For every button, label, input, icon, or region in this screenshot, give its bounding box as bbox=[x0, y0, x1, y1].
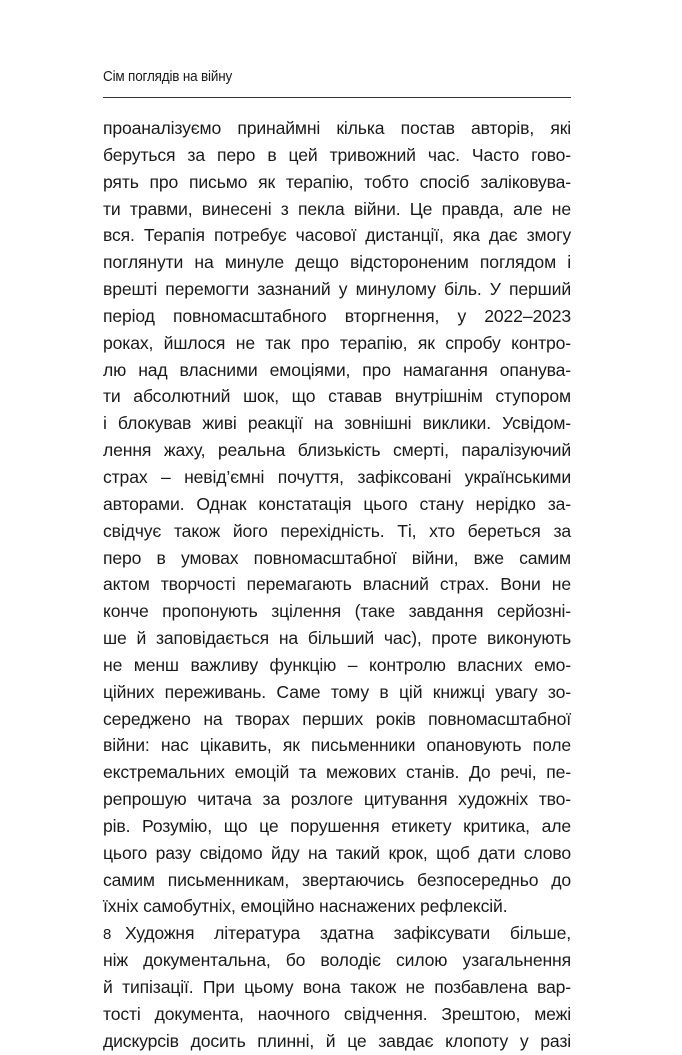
text-line: лення жаху, реальна близькість смерті, паралізуючий bbox=[103, 440, 571, 461]
text-line: ційних переживань. Саме тому в цій книжці увагу зо- bbox=[103, 681, 571, 702]
text-line: роках, йшлося не так про терапію, як спробу контро- bbox=[103, 332, 571, 353]
text-line: екстремальних емоцій та межових станів. До речі, пе- bbox=[103, 762, 571, 783]
text-line: репрошую читача за розлоге цитування художніх тво- bbox=[103, 789, 571, 810]
text-line: середжено на творах перших років повномасштабної bbox=[103, 708, 571, 729]
text-line: ти травми, винесені з пекла війни. Це правда, але не bbox=[103, 198, 571, 219]
text-line: ніж документальна, бо володіє силою узагальнення bbox=[103, 950, 571, 971]
text-line: і блокував живі реакції на зовнішні виклики. Усвідом- bbox=[103, 413, 571, 434]
text-line: рів. Розумію, що це порушення етикету критика, але bbox=[103, 815, 571, 836]
text-line: актом творчості перемагають власний страх. Вони не bbox=[103, 574, 571, 595]
text-line: перо в умовах повномасштабної війни, вже самим bbox=[103, 547, 571, 568]
text-line: й типізації. При цьому вона також не позбавлена вар- bbox=[103, 977, 571, 997]
text-line: тості документа, наочного свідчення. Зрештою, межі bbox=[103, 1003, 571, 1024]
text-line: беруться за перо в цей тривожний час. Часто гово- bbox=[103, 144, 571, 165]
text-line: період повномасштабного вторгнення, у 2022–2023 bbox=[103, 305, 571, 326]
text-line: вся. Терапія потребує часової дистанції, яка дає змогу bbox=[103, 225, 571, 246]
text-line: авторами. Однак констатація цього стану нерідко за- bbox=[103, 493, 571, 514]
text-line: дискурсів досить плинні, й це завдає клопоту у разі bbox=[103, 1030, 571, 1051]
text-line: війни: нас цікавить, як письменники опановують поле bbox=[103, 735, 571, 756]
body-text bbox=[103, 115, 571, 1055]
text-line: врешті перемогти зазнаний у минулому біль. У перший bbox=[103, 279, 571, 300]
text-line: ти абсолютний шок, що ставав внутрішнім ступором bbox=[103, 386, 571, 407]
text-line: їхніх самобутніх, емоційно наснажених рефлексій. bbox=[103, 896, 508, 917]
text-line: проаналізуємо принаймні кілька постав авторів, які bbox=[103, 118, 571, 138]
text-line: самим письменникам, звертаючись безпосередньо до bbox=[103, 869, 571, 890]
text-line: свідчує також його перехідність. Ті, хто береться за bbox=[103, 520, 571, 541]
paragraph bbox=[103, 115, 571, 920]
paragraph bbox=[103, 920, 571, 1054]
text-line: Художня література здатна зафіксувати більше, bbox=[125, 923, 571, 944]
text-line: страх – невід’ємні почуття, зафіксовані українськими bbox=[103, 466, 571, 487]
text-line: не менш важливу функцію – контролю власних емо- bbox=[103, 654, 571, 675]
page-number: 8 bbox=[103, 926, 112, 943]
text-line: конче пропонують зцілення (таке завдання серйозні- bbox=[103, 601, 571, 622]
text-line: рять про письмо як терапію, тобто спосіб заліковува- bbox=[103, 171, 571, 192]
text-line: поглянути на минуле дещо відстороненим поглядом і bbox=[103, 252, 571, 273]
text-line: лю над власними емоціями, про намагання опанува- bbox=[103, 359, 571, 380]
text-line: ше й заповідається на більший час), проте виконують bbox=[103, 628, 571, 649]
header-rule bbox=[103, 97, 571, 98]
text-line: цього разу свідомо йду на такий крок, щоб дати слово bbox=[103, 842, 571, 863]
running-head: Сім поглядів на війну bbox=[103, 68, 233, 85]
